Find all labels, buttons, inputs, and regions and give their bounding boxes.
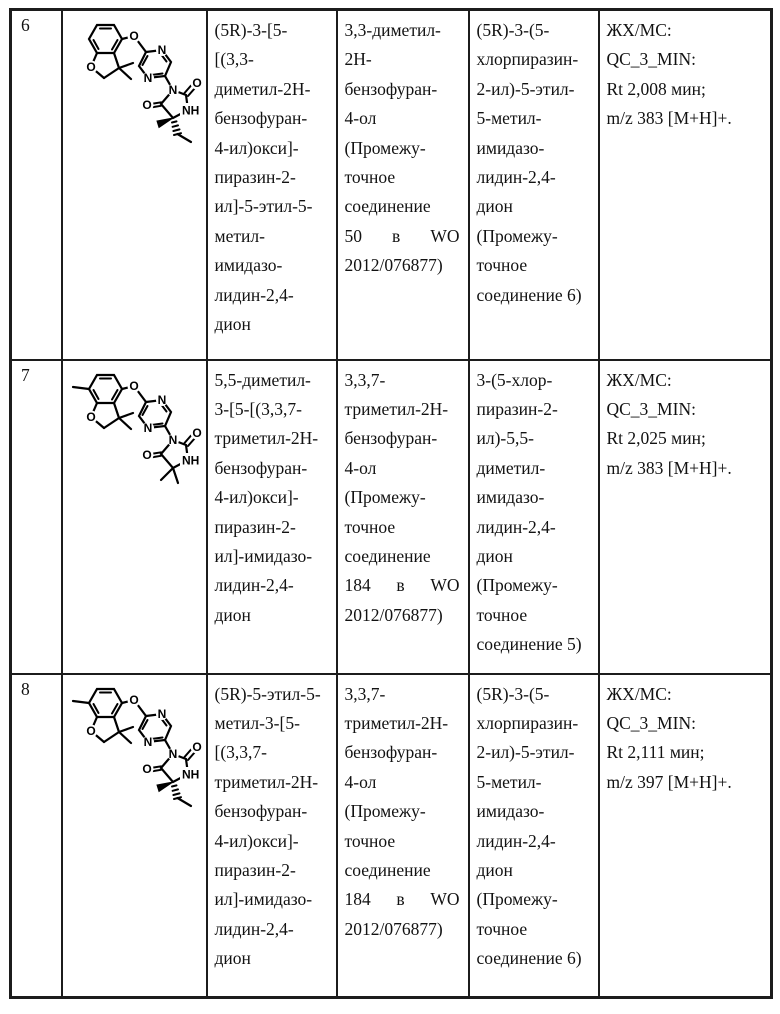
text-line: (Промежу- [476, 575, 558, 596]
row-number-cell [11, 674, 62, 998]
text-line: соединение [344, 545, 431, 566]
chloro-intermediate-cell [469, 10, 599, 360]
text-line: бензофуран- [214, 108, 308, 129]
text-line: (Промежу- [476, 889, 558, 910]
text-line: лидин-2,4- [476, 167, 556, 188]
text-line: имидазо- [476, 487, 545, 508]
text-line: пиразин-2- [214, 167, 296, 188]
text-line: 3-[5-[(3,3,7- [214, 398, 302, 419]
text-line: (5R)-5-этил-5- [214, 683, 321, 704]
text-line: (5R)-3-(5- [476, 683, 550, 704]
text-line: метил- [214, 225, 265, 246]
text-line: дион [214, 314, 251, 335]
text-line: ЖХ/МС: [606, 20, 672, 40]
text-line: ил]-имидазо- [214, 545, 313, 566]
text-line: дион [476, 196, 513, 217]
text-line: лидин-2,4- [214, 575, 294, 596]
text-line: лидин-2,4- [214, 918, 294, 939]
text-line: 184 в WO [344, 889, 460, 910]
text-line: ил]-имидазо- [214, 889, 313, 910]
text-line: 184 в WO [344, 575, 460, 596]
text-line: лидин-2,4- [476, 516, 556, 537]
chloro-intermediate-cell [469, 674, 599, 998]
text-line: (5R)-3-(5- [476, 20, 550, 40]
row-number: 6 [21, 15, 30, 35]
text-line: 4-ил)окси]- [214, 487, 299, 508]
text-line: лидин-2,4- [214, 284, 294, 305]
text-line: m/z 397 [M+H]+. [606, 771, 732, 792]
text-line: лидин-2,4- [476, 830, 556, 851]
text-line: 5-метил- [476, 771, 542, 792]
lcms-cell [599, 674, 772, 998]
text-line: дион [476, 545, 513, 566]
text-line: дион [214, 604, 251, 625]
text-line: дион [476, 859, 513, 880]
text-line: соединение [344, 859, 431, 880]
text-line: m/z 383 [M+H]+. [606, 457, 732, 478]
text-line: (Промежу- [344, 487, 426, 508]
text-line: 2-ил)-5-этил- [476, 742, 575, 763]
text-line: точное [476, 604, 528, 625]
text-line: Rt 2,025 мин; [606, 428, 706, 449]
chemical-structure-8-icon [64, 679, 205, 819]
text-line: 50 в WO [344, 225, 460, 246]
text-line: пиразин-2- [214, 859, 296, 880]
text-line: [(3,3,7- [214, 742, 267, 763]
text-line: 2012/076877) [344, 918, 443, 939]
compound-name-cell [207, 360, 337, 674]
structure-cell [62, 360, 207, 674]
text-line: бензофуран- [344, 78, 438, 99]
text-line: ил]-5-этил-5- [214, 196, 313, 217]
text-line: триметил-2H- [214, 771, 319, 792]
text-line: триметил-2H- [344, 712, 449, 733]
text-line: 3-(5-хлор- [476, 369, 553, 390]
structure-cell [62, 674, 207, 998]
row-number: 8 [21, 678, 30, 699]
text-line: 2-ил)-5-этил- [476, 78, 575, 99]
text-line: 3,3,7- [344, 369, 386, 390]
text-line: 2012/076877) [344, 604, 443, 625]
text-line: 5-метил- [476, 108, 542, 129]
text-line: ЖХ/МС: [606, 369, 672, 390]
text-line: m/z 383 [M+H]+. [606, 108, 732, 129]
compound-table [9, 8, 773, 999]
text-line: диметил-2H- [214, 78, 311, 99]
text-line: соединение 6) [476, 948, 582, 969]
intermediate-source-cell [337, 360, 469, 674]
text-line: точное [476, 918, 528, 939]
text-line: точное [344, 516, 396, 537]
text-line: имидазо- [214, 255, 283, 276]
text-line: 3,3,7- [344, 683, 386, 704]
text-line: ил)-5,5- [476, 428, 534, 449]
table-row [11, 360, 772, 674]
text-line: точное [344, 830, 396, 851]
text-line: точное [476, 255, 528, 276]
text-line: диметил- [476, 457, 546, 478]
text-line: триметил-2H- [344, 398, 449, 419]
text-line: 4-ол [344, 457, 377, 478]
chemical-structure-7-icon [64, 365, 205, 505]
text-line: дион [214, 948, 251, 969]
text-line: [(3,3- [214, 49, 254, 70]
text-line: 4-ол [344, 771, 377, 792]
text-line: бензофуран- [214, 801, 308, 822]
text-line: 4-ил)окси]- [214, 830, 299, 851]
text-line: Rt 2,008 мин; [606, 78, 706, 99]
text-line: бензофуран- [214, 457, 308, 478]
text-line: (Промежу- [476, 225, 558, 246]
row-number-cell [11, 10, 62, 360]
text-line: 4-ол [344, 108, 377, 129]
intermediate-source-cell [337, 674, 469, 998]
text-line: хлорпиразин- [476, 49, 579, 70]
row-number-cell [11, 360, 62, 674]
text-line: 2012/076877) [344, 255, 443, 276]
text-line: триметил-2H- [214, 428, 319, 449]
row-number: 7 [21, 364, 30, 385]
text-line: QC_3_MIN: [606, 398, 696, 419]
compound-name-cell [207, 674, 337, 998]
chemical-structure-6-icon [64, 15, 205, 155]
text-line: соединение 5) [476, 634, 582, 655]
text-line: пиразин-2- [214, 516, 296, 537]
text-line: 3,3-диметил- [344, 20, 441, 40]
text-line: имидазо- [476, 801, 545, 822]
lcms-cell [599, 10, 772, 360]
text-line: бензофуран- [344, 742, 438, 763]
text-line: QC_3_MIN: [606, 712, 696, 733]
lcms-cell [599, 360, 772, 674]
table-row [11, 674, 772, 998]
text-line: имидазо- [476, 137, 545, 158]
text-line: (5R)-3-[5- [214, 20, 288, 40]
text-line: QC_3_MIN: [606, 49, 696, 70]
intermediate-source-cell [337, 10, 469, 360]
text-line: ЖХ/МС: [606, 683, 672, 704]
text-line: соединение 6) [476, 284, 582, 305]
text-line: хлорпиразин- [476, 712, 579, 733]
text-line: Rt 2,111 мин; [606, 742, 705, 763]
text-line: (Промежу- [344, 137, 426, 158]
text-line: бензофуран- [344, 428, 438, 449]
text-line: точное [344, 167, 396, 188]
structure-cell [62, 10, 207, 360]
chloro-intermediate-cell [469, 360, 599, 674]
text-line: 5,5-диметил- [214, 369, 311, 390]
text-line: пиразин-2- [476, 398, 558, 419]
text-line: (Промежу- [344, 801, 426, 822]
table-row [11, 10, 772, 360]
text-line: 4-ил)окси]- [214, 137, 299, 158]
text-line: 2H- [344, 49, 372, 70]
text-line: метил-3-[5- [214, 712, 300, 733]
compound-name-cell [207, 10, 337, 360]
text-line: соединение [344, 196, 431, 217]
